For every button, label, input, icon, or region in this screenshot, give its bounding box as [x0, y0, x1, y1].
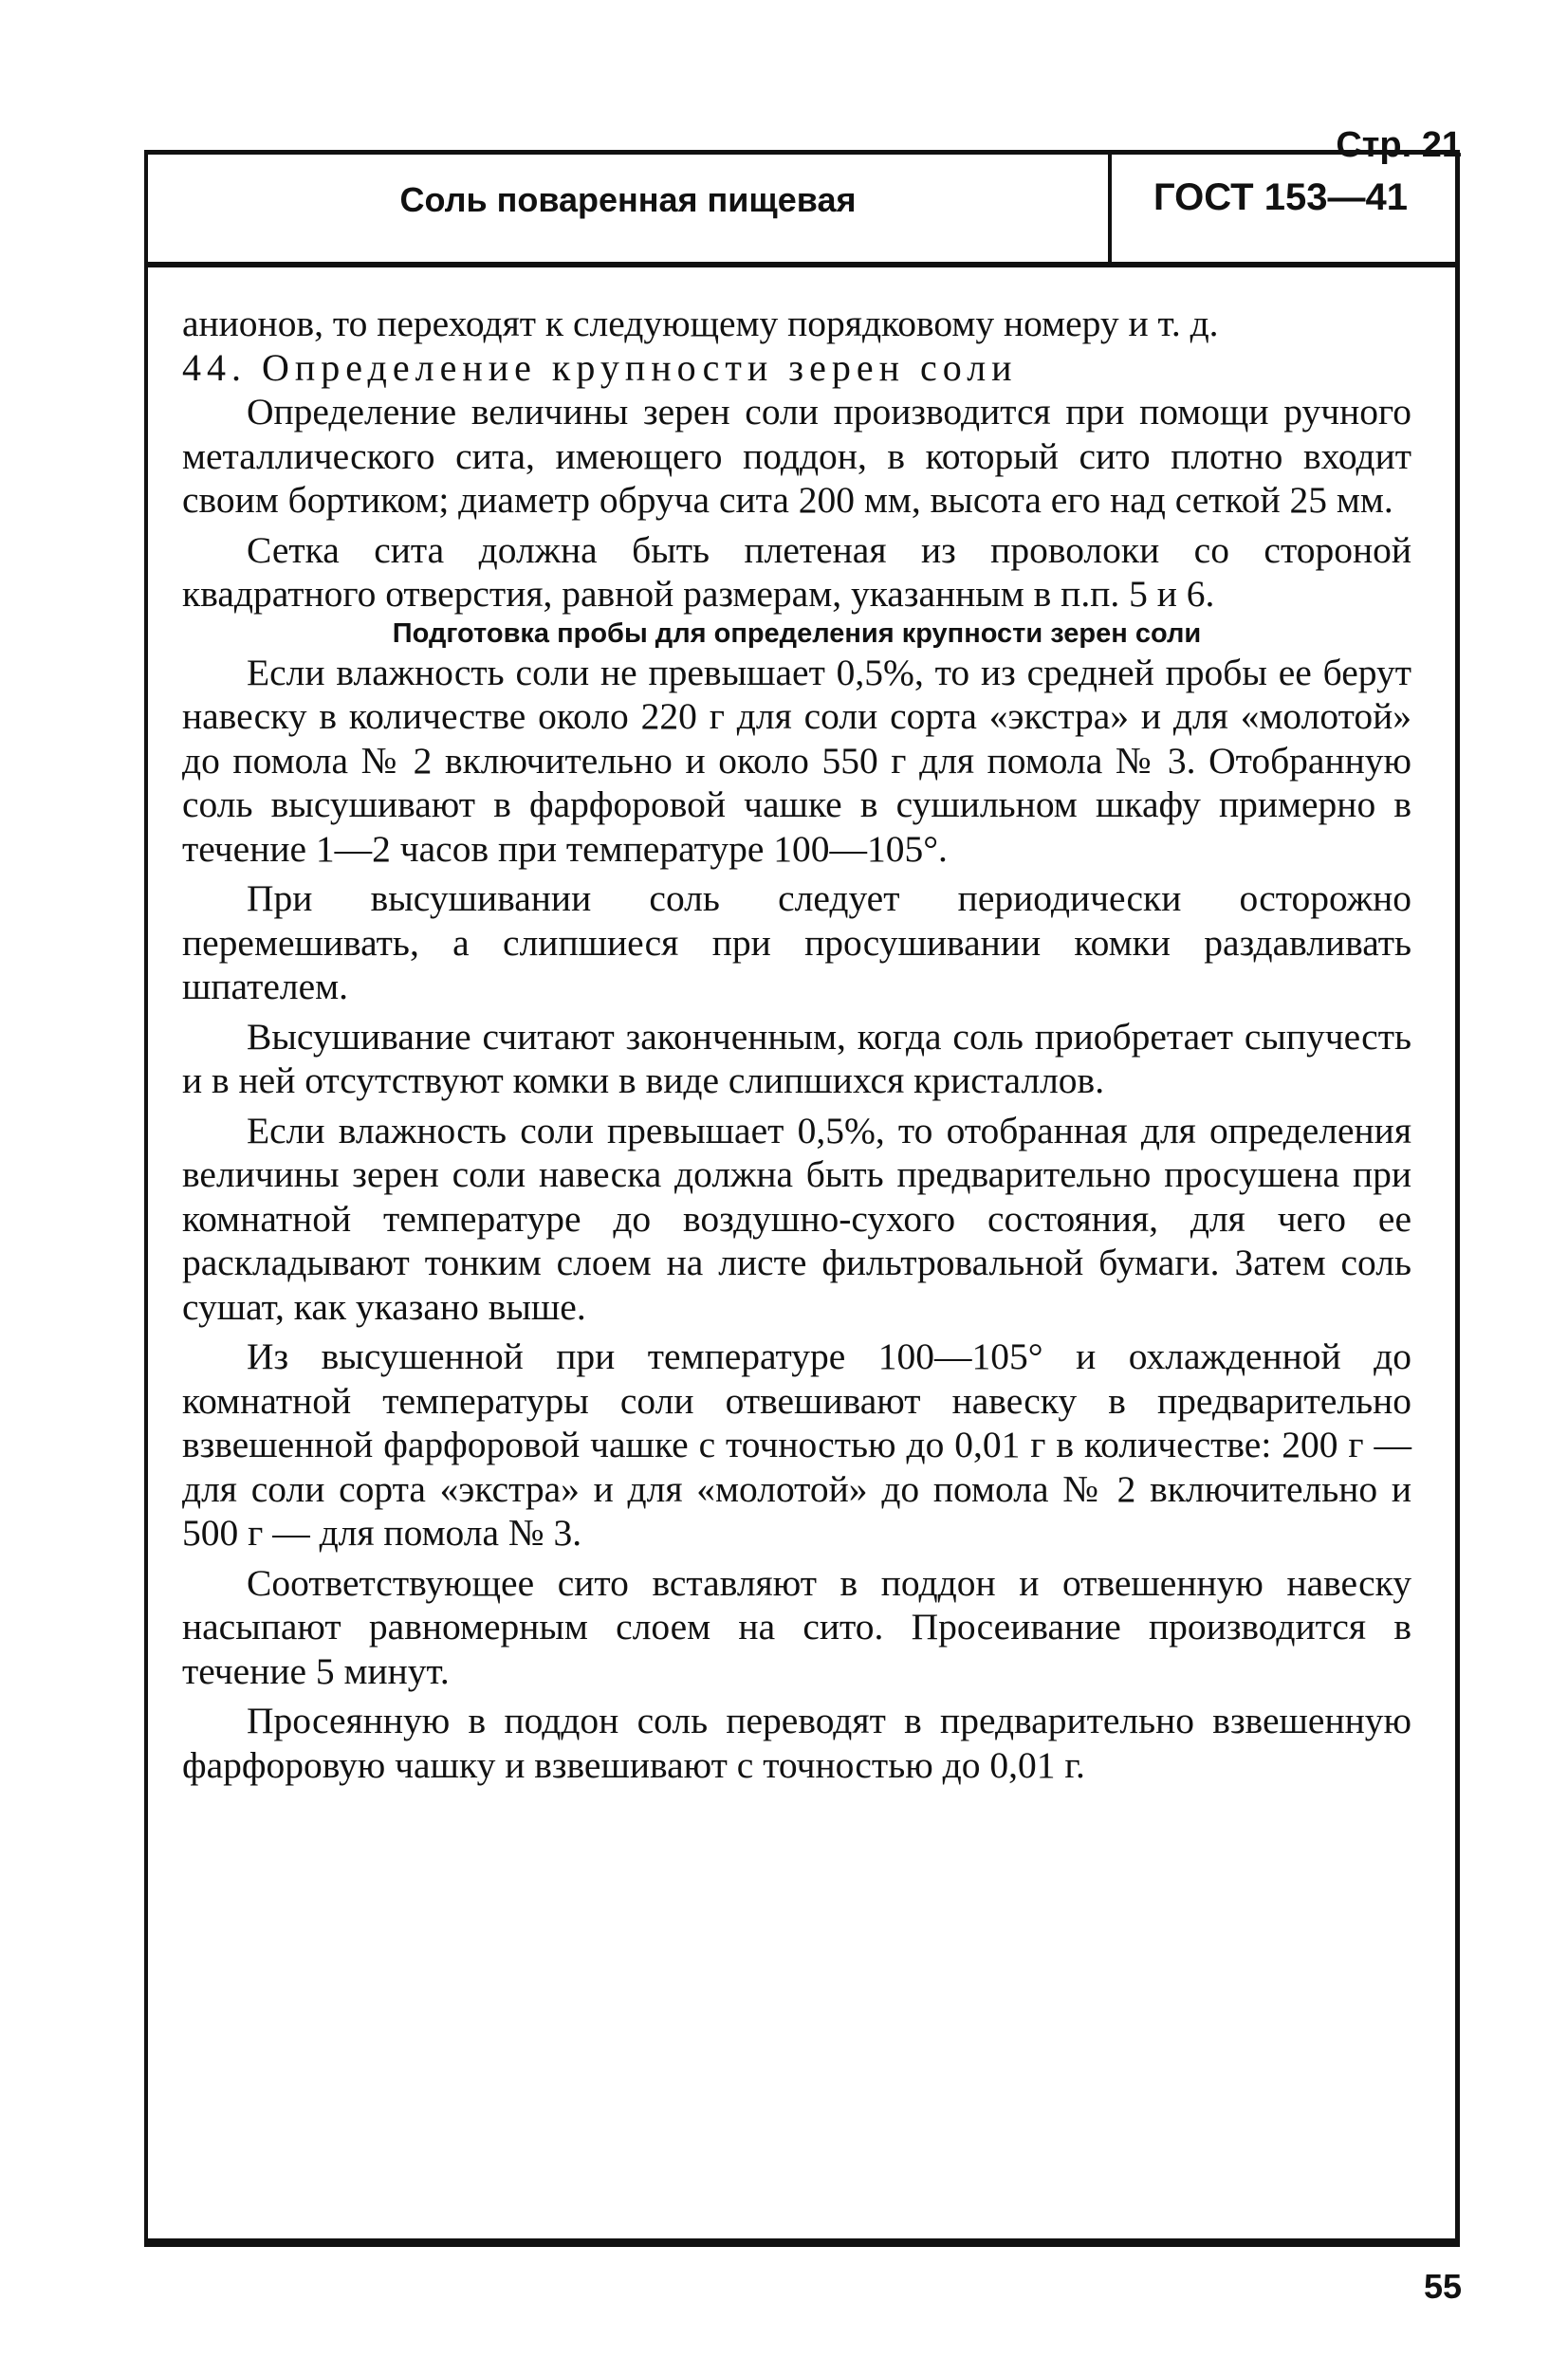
section-heading: 44. Определение крупности зерен соли: [182, 345, 1018, 389]
paragraph-1: Определение величины зерен соли производится при помощи ручного металлического сита, имеющего поддон, в который сито плотно входит своим бортиком; диаметр обруча сита 200 мм, высота его над сеткой 25 мм.: [182, 391, 1411, 521]
continuation-paragraph: анионов, то переходят к следующему порядковому номеру и т. д.: [182, 303, 1219, 344]
header-divider: [1108, 152, 1112, 264]
page-label: Стр. 21: [1336, 125, 1462, 165]
paragraph-5: Высушивание считают законченным, когда соль приобретает сыпучесть и в ней отсутствуют комки в виде слипшихся кристаллов.: [182, 1015, 1411, 1101]
paragraph-6: Если влажность соли превышает 0,5%, то отобранная для определения величины зерен соли навеска должна быть предварительно просушена при комнатной температуре до воздушно-сухого состояния, для чего ее раскладывают тонким слоем на листе фильтровальной бумаги. Затем соль сушат, как указано выше.: [182, 1109, 1411, 1328]
footer-rule: [144, 2238, 1460, 2247]
paragraph-3: Если влажность соли не превышает 0,5%, то из средней пробы ее берут навеску в количестве около 220 г для соли сорта «экстра» и для «молотой» до помола № 2 включительно и около 550 г для помола № 3. Отобранную соль высушивают в фарфоровой чашке в сушильном шкафу примерно в течение 1—2 часов при температуре 100—105°.: [182, 651, 1411, 870]
paragraph-4: При высушивании соль следует периодически осторожно перемешивать, а слипшиеся при просушивании комки раздавливать шпателем.: [182, 877, 1411, 1007]
paragraph-7: Из высушенной при температуре 100—105° и охлажденной до комнатной температуры соли отвешивают навеску в предварительно взвешенной фарфоровой чашке с точностью до 0,01 г в количестве: 200 г — для соли сорта «экстра» и для «молотой» до помола № 2 включительно и 500 г — для помола № 3.: [182, 1335, 1411, 1554]
standard-number: ГОСТ 153—41: [1153, 176, 1408, 218]
header-top-rule: [144, 150, 1460, 155]
paragraph-8: Соответствующее сито вставляют в поддон и отвешенную навеску насыпают равномерным слоем на сито. Просеивание производится в течение 5 минут.: [182, 1561, 1411, 1692]
page-number: 55: [1423, 2267, 1462, 2306]
page-body: [182, 302, 1411, 1787]
paragraph-9: Просеянную в поддон соль переводят в предварительно взвешенную фарфоровую чашку и взвешивают с точностью до 0,01 г.: [182, 1700, 1411, 1786]
header-bottom-rule: [144, 262, 1460, 267]
subsection-heading: Подготовка пробы для определения крупности зерен соли: [392, 617, 1202, 649]
document-title: Соль поваренная пищевая: [399, 180, 857, 219]
paragraph-2: Сетка сита должна быть плетеная из проволоки со стороной квадратного отверстия, равной размерам, указанным в п.п. 5 и 6.: [182, 528, 1411, 615]
